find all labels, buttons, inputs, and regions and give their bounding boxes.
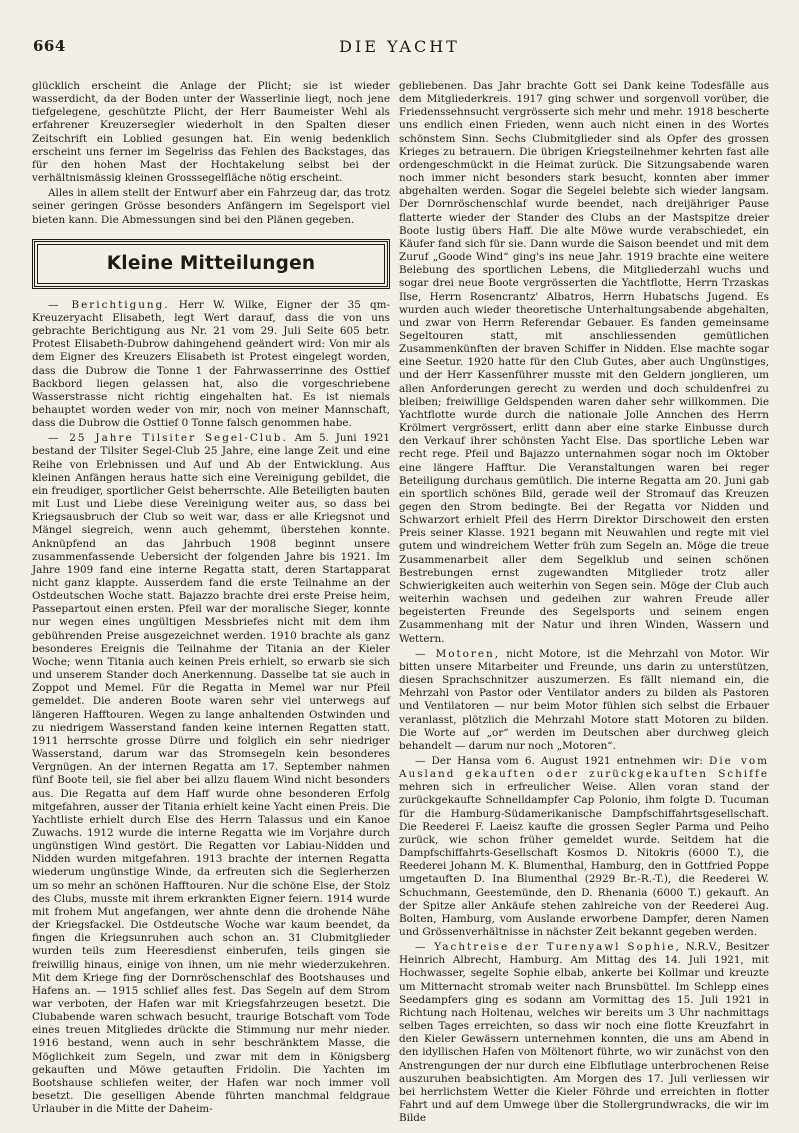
section-heading-frame bbox=[37, 244, 385, 284]
page-number: 664 bbox=[33, 37, 66, 55]
news-item-body: nicht Motore, ist die Mehrzahl von Motor. Wir bitten unsere Mitarbeiter und Freunde, uns darin zu unterstützen, diesen Sprachschnitzer auszumerzen. Es fällt niemand ein, die Mehrzahl von Pastor oder Ventilator anders zu bilden als Pastoren und Ventilatoren — nur beim Motor fühlen sich selbst die Erbauer veranlasst, plötzlich die Mehrzahl Motore statt Motoren zu bilden. Die Worte auf „or“ werden im Deutschen aber durchweg gleich behandelt — darum nur noch „Motoren“. bbox=[399, 647, 770, 752]
news-item-spaced-heading: Die vom Ausland gekauften oder zurückgekauften Schiffe bbox=[399, 754, 769, 781]
section-title: Kleine Mitteilungen bbox=[106, 253, 316, 275]
right-column bbox=[399, 80, 769, 1125]
news-item-body: mehren sich in erfreulicher Weise. Allen voran stand der zurückgekaufte Schnelldampfer Cap Polonio, ihm folgte D. Tucuman für die Hamburg-Südamerikanische Dampfschiffahrtsgesellschaft. Die Reederei F. Laeisz kaufte die grossen Segler Parma und Peiho zurück, wie schon früher gemeldet wurde. Seitdem hat die Dampfschiffahrts-Gesellschaft Kosmos D. Nitokris (6000 T.), die Reederei Johann M. K. Blumenthal, Hamburg, den in Gottfried Poppe umgetauften D. Ina Blumenthal (2929 Br.-R.-T.), die Reederei W. Schuchmann, Geestemünde, den D. Rhenania (6000 T.) gekauft. An der Spitze aller Ankäufe stehen zahlreiche von der Reederei Aug. Bolten, Hamburg, vom Auslande erworbene Dampfer, deren Namen und Grössenverhältnisse in nächster Zeit bekannt gegeben werden. bbox=[399, 781, 769, 938]
article-continuation: glücklich erscheint die Anlage der Plicht; sie ist wieder wasserdicht, da der Boden unter der Wasserlinie liegt, noch jene tiefgelegene, geschützte Plicht, der Herr Baumeister Wehl als erfahrener Kreuzersegler wiederholt in den Spalten dieser Zeitschrift ein Loblied gesungen hat. Ein wenig bedenklich erscheint uns ferner im Segelriss das Fehlen des Backstages, das für den hohen Mast der Hochtakelung selbst bei der verhältnismässig kleinen Grosssegelfläche nötig erscheint. bbox=[32, 80, 390, 185]
news-item-continuation: gebliebenen. Das Jahr brachte Gott sei Dank keine Todesfälle aus dem Mitgliederkreis. 1917 ging schwer und sorgenvoll vorüber, die Friedenssehnsucht vergrösserte sich mehr und mehr. 1918 bescherte uns endlich einen Frieden, wenn auch nicht einen in des Wortes schönstem Sinn. Sechs Clubmitglieder sind als Opfer des grossen Krieges zu betrauern. Die übrigen Kriegsteilnehmer kehrten fast alle ordengeschmückt in die Heimat zurück. Die Sitzungsabende waren noch immer nicht besonders stark besucht, konnten aber immer abgehalten werden. Sogar die Segelei belebte sich wieder langsam. Der Dornröschenschlaf wurde beendet, nach dreijähriger Pause flatterte wieder der Stander des Clubs an der Mastspitze dreier Boote lustig übers Haff. Die alte Möwe wurde verabschiedet, ein Käufer fand sich für sie. Dann wurde die Saison beendet und mit dem Zuruf „Goode Wind“ ging's ins neue Jahr. 1919 brachte eine weitere Belebung des sportlichen Lebens, die Mitgliederzahl wuchs und sogar drei neue Boote vergrösserten die Yachtflotte, Herrn Trzaskas Ilse, Herrn Rosencrantz' Albatros, Herrn Hubatschs Jugend. Es wurden auch wieder theoretische Unterhaltungsabende abgehalten, und zwar von Herrn Referendar Gebauer. Es fanden gemeinsame Segeltouren statt, mit anschliessenden gemütlichen Zusammenkünften der braven Schiffer in Nidden. Else machte sogar eine Seetur. 1920 hatte für den Club Gutes, aber auch Ungünstiges, und der Herr Kassenführer musste mit den Geldern jonglieren, um allen Anforderungen gerecht zu werden und doch schuldenfrei zu bleiben; freiwillige Geldspenden waren daher sehr willkommen. Die Yachtflotte wurde durch die nationale Jolle Annchen des Herrn Krölmert vergrössert, erlitt dann aber eine starke Einbusse durch den Verkauf ihrer schönsten Yacht Else. Das sportliche Leben war recht rege. Pfeil und Bajazzo unternahmen sogar noch im Oktober eine längere Hafftur. Die Veranstaltungen waren bei reger Beteiligung durchaus gemütlich. Die interne Regatta am 20. Juni gab ein sportlich schönes Bild, gerade weil der Stromauf das Kreuzen gegen den Strom bedingte. Bei der Regatta vor Nidden und Schwarzort erhielt Pfeil des Herrn Direktor Dirschoweit den ersten Preis seiner Klasse. 1921 begann mit Neuwahlen und regte mit viel gutem und windreichem Wetter früh zum Segeln an. Möge die treue Zusammenarbeit aller dem Segelklub und seinen schönen Bestrebungen ernst zugewandten Mitglieder trotz aller Schwierigkeiten auch weiterhin von Segen sein. Möge der Club auch weiterhin wachsen und gedeihen zur wahren Freude aller begeisterten Freunde des Segelsports und seinem engen Zusammenhang mit der Natur und ihren Winden, Wassern und Wettern. bbox=[399, 80, 769, 645]
news-item-yachtreise bbox=[399, 941, 769, 1125]
section-heading-box bbox=[32, 239, 390, 289]
news-item-tilsiter-segel-club bbox=[32, 432, 390, 1116]
news-item-body: Am 5. Juni 1921 bestand der Tilsiter Segel-Club 25 Jahre, eine lange Zeit und eine Reihe von Erlebnissen und Auf und Ab der Entwicklung. Aus kleinen Anfängen heraus hatte sich eine Vereinigung gebildet, die ein freudiger, sportlicher Geist beherrschte. Alle Beteiligten bauten mit Lust und Liebe diese Vereinigung weiter aus, so dass bei Kriegsausbruch der Club so weit war, dass er alle Kriegsnot und Mängel siegreich, wenn auch gehemmt, überstehen konnte. Anknüpfend an das Jahrbuch 1908 beginnt unsere zusammenfassende Uebersicht der folgenden Jahre bis 1921. Im Jahre 1909 fand eine interne Regatta statt, deren Startapparat nicht ganz klappte. Ausserdem fand die erste Teilnahme an der Ostdeutschen Woche statt. Bajazzo brachte drei erste Preise heim, Passepartout einen ersten. Pfeil war der moralische Sieger, konnte nur wegen eines ungültigen Messbriefes nicht mit dem ihm gebührenden Preise ausgezeichnet werden. 1910 brachte als ganz besonderes Ereignis die Teilnahme der Titania an der Kieler Woche; wenn Titania auch keinen Preis erhielt, so erwarb sie sich und unserem Stander doch Anerkennung. Dasselbe tat sie auch in Zoppot und Memel. Für die Regatta in Memel war nur Pfeil gemeldet. Die anderen Boote waren sehr viel unterwegs auf längeren Hafftouren. Wegen zu lange anhaltenden Ostwinden und zu niedrigem Wasserstand fanden keine internen Regatten statt. 1911 herrschte grosse Dürre und folglich ein sehr niedriger Wasserstand, darum war das Stromsegeln kein besonderes Vergnügen. An der internen Regatta am 17. September nahmen fünf Boote teil, sie fiel aber bei allzu flauem Wind nicht besonders aus. Die Regatta auf dem Haff wurde ohne besonderen Erfolg mitgefahren, ausser der Titania erhielt keine Yacht einen Preis. Die Yachtliste erhielt durch Else des Herrn Talassus und ein Kanoe Zuwachs. 1912 wurde die interne Regatta wie im Vorjahre durch ungünstigen Wind gestört. Die Regatten vor Labiau-Nidden und Nidden wurden mitgefahren. 1913 brachte der internen Regatta wiederum ungünstige Winde, da erfreuten sich die Seglerherzen um so mehr an schönen Hafftouren. Nur die schöne Else, der Stolz des Clubs, musste mit ihrem erkrankten Eigner feiern. 1914 wurde mit frohem Mut angefangen, wer ahnte denn die drohende Nähe der Kriegsfackel. Die Ostdeutsche Woche war kaum beendet, da fingen die Kriegsunruhen auch schon an. 31 Clubmitglieder wurden teils zum Heeresdienst einberufen, teils gingen sie freiwillig hinaus, einige von ihnen, um nie mehr wiederzukehren. Mit dem Kriege fing der Dornröschenschlaf des Bootshauses und Hafens an. — 1915 schlief alles fest. Das Segeln auf dem Strom war verboten, der Hafen war mit Kriegsfahrzeugen besetzt. Die Clubabende waren schwach besucht, traurige Botschaft vom Tode eines treuen Mitgliedes drückte die Stimmung nur mehr nieder. 1916 bestand, wenn auch in sehr beschränktem Masse, die Möglichkeit zum Segeln, und zwar mit dem in Königsberg gekauften und Möwe getauften Fridolin. Die Yachten im Bootshause schliefen weiter, der Hafen war noch immer voll besetzt. Die geselligen Abende führten manchmal feldgraue Urlauber in die Mitte der Daheim- bbox=[32, 432, 390, 1116]
column-gutter bbox=[394, 80, 395, 1120]
news-item-hansa bbox=[399, 755, 769, 939]
news-item-lead: — Der Hansa vom 6. August 1921 entnehmen wir: bbox=[415, 754, 703, 767]
left-column bbox=[32, 80, 390, 1116]
news-item-body: N.R.V., Besitzer Heinrich Albrecht, Hamburg. Am Mittag des 14. Juli 1921, mit Hochwasser, segelte Sophie elbab, ankerte bei Kollmar und kreuzte um Mitternacht stromab weiter nach Brunsbüttel. Im Schlepp eines Seedampfers ging es sodann am Vormittag des 15. Juli 1921 in Richtung nach Holtenau, welches wir bereits um 3 Uhr nachmittags selben Tages erreichten, so dass wir noch eine flotte Kreuzfahrt in den Kieler Gewässern unternehmen konnten, die uns am Abend in den idyllischen Hafen von Möltenort führte, wo wir zunächst von den Anstrengungen der nur durch eine Elbflutlage unterbrochenen Reise auszuruhen beabsichtigten. Am Morgen des 17. Juli verliessen wir bei herrlichstem Wetter die Kieler Föhrde und erreichten in flotter Fahrt und auf dem Umwege über die Stollergrundwracks, die wir im Bilde bbox=[399, 941, 769, 1125]
news-item-body: Herr W. Wilke, Eigner der 35 qm-Kreuzeryacht Elisabeth, legt Wert darauf, dass die von uns gebrachte Berichtigung aus Nr. 21 vom 29. Juli Seite 605 betr. Protest Elisabeth-Dubrow dahingehend geändert wird: Von mir als dem Eigner des Kreuzers Elisabeth ist Protest eingelegt worden, dass die Dubrow die Tonne 1 der Fahrwasserrinne des Osttief Backbord liegen gelassen hat, also die vorgeschriebene Wasserstrasse nicht richtig eingehalten hat. Es ist niemals behauptet worden weder von mir, noch von meiner Mannschaft, dass die Dubrow die Osttief 0 Tonne falsch genommen habe. bbox=[32, 298, 390, 430]
article-closing-paragraph: Alles in allem stellt der Entwurf aber ein Fahrzeug dar, das trotz seiner geringen Grösse besonders Anfängern im Segelsport viel bieten kann. Die Abmessungen sind bei den Plänen gegeben. bbox=[32, 187, 390, 226]
news-item-berichtigung bbox=[32, 299, 390, 431]
news-item-motoren bbox=[399, 648, 769, 753]
running-head: DIE YACHT bbox=[339, 37, 460, 56]
news-item-lead: — Yachtreise der Turenyawl Sophie, bbox=[415, 941, 681, 954]
news-item-lead: — Motoren, bbox=[415, 647, 501, 660]
news-item-lead: — 25 Jahre Tilsiter Segel-Club. bbox=[48, 432, 288, 445]
news-item-lead: — Berichtigung. bbox=[48, 298, 170, 311]
